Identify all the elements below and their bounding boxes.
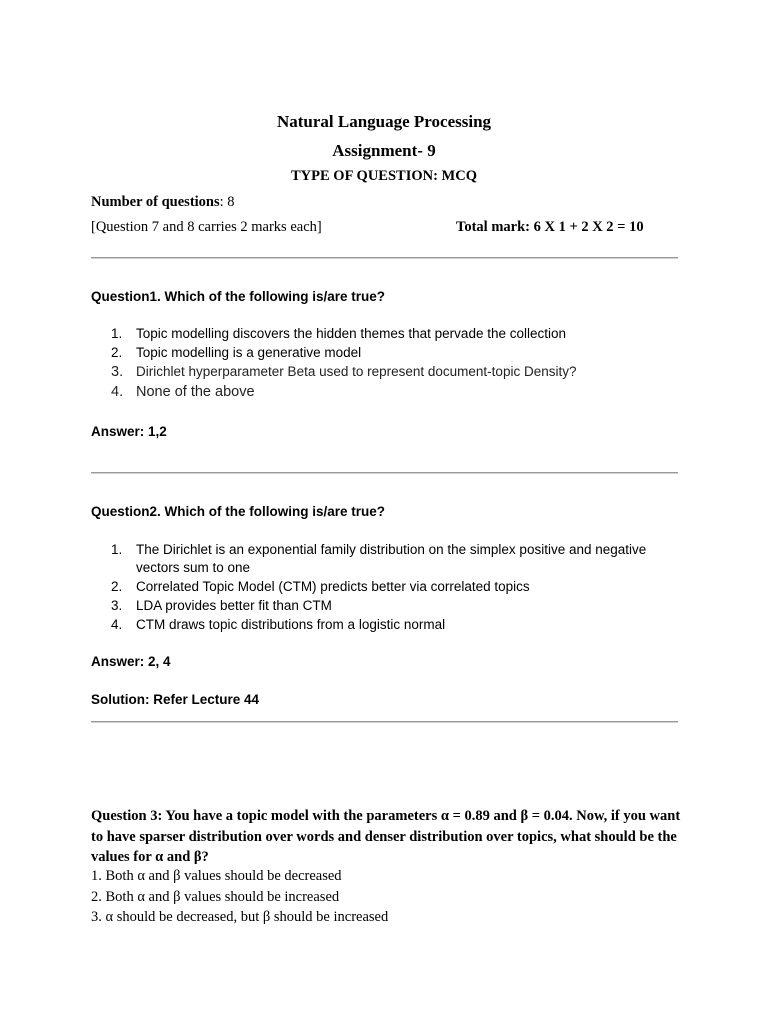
option-number: 3. — [111, 364, 124, 380]
option-text: CTM draws topic distributions from a logistic normal — [136, 617, 446, 632]
question-3-option: 2. Both α and β values should be increased — [91, 889, 340, 905]
question-2-heading: Question2. Which of the following is/are true? — [91, 504, 386, 519]
question-1-answer: Answer: 1,2 — [91, 424, 167, 439]
question-3-option: 1. Both α and β values should be decreased — [91, 868, 342, 884]
number-of-questions-label: Number of questions — [91, 194, 220, 210]
question-type: TYPE OF QUESTION: MCQ — [291, 168, 477, 184]
number-of-questions-value: : 8 — [219, 194, 235, 210]
option-text: LDA provides better fit than CTM — [136, 598, 332, 613]
question-1-option — [111, 344, 361, 362]
option-number: 1. — [111, 542, 123, 557]
question-1-option — [111, 363, 576, 381]
section-divider — [91, 257, 678, 259]
option-text: The Dirichlet is an exponential family distribution on the simplex positive and negative — [136, 542, 647, 557]
question-1-heading: Question1. Which of the following is/are true? — [91, 289, 386, 304]
option-text: Topic modelling discovers the hidden themes that pervade the collection — [136, 326, 567, 341]
question-2-solution: Solution: Refer Lecture 44 — [91, 692, 260, 707]
number-of-questions — [91, 194, 235, 211]
question-3-heading: Question 3: You have a topic model with the parameters α = 0.89 and β = 0.04. Now, if you want to have sparser distribution over words and denser distribution over topics, what should be the values for α and β? — [91, 808, 681, 865]
option-text: Dirichlet hyperparameter Beta used to represent document-topic Density? — [136, 364, 577, 379]
marks-note: [Question 7 and 8 carries 2 marks each] — [91, 219, 322, 235]
question-3-option: 3. α should be decreased, but β should be increased — [91, 909, 389, 925]
assignment-number: Assignment- 9 — [332, 141, 436, 160]
option-text-continuation: vectors sum to one — [136, 560, 251, 575]
option-number: 2. — [111, 579, 123, 594]
question-2-option — [111, 597, 332, 615]
option-text: Topic modelling is a generative model — [136, 345, 362, 360]
question-2-answer: Answer: 2, 4 — [91, 654, 171, 669]
document-title: Natural Language Processing — [276, 112, 492, 131]
section-divider — [91, 721, 678, 723]
option-number: 4. — [111, 384, 124, 400]
question-2-option — [111, 578, 530, 596]
question-2-option — [111, 616, 445, 634]
option-number: 2. — [111, 345, 123, 360]
option-number: 4. — [111, 617, 123, 632]
section-divider — [91, 472, 678, 474]
total-mark: Total mark: 6 X 1 + 2 X 2 = 10 — [456, 219, 644, 235]
option-text: None of the above — [136, 384, 255, 400]
question-1-option — [111, 325, 566, 343]
option-number: 1. — [111, 326, 123, 341]
question-2-option — [111, 541, 646, 577]
question-1-option — [111, 383, 255, 401]
option-text: Correlated Topic Model (CTM) predicts better via correlated topics — [136, 579, 530, 594]
option-number: 3. — [111, 598, 123, 613]
